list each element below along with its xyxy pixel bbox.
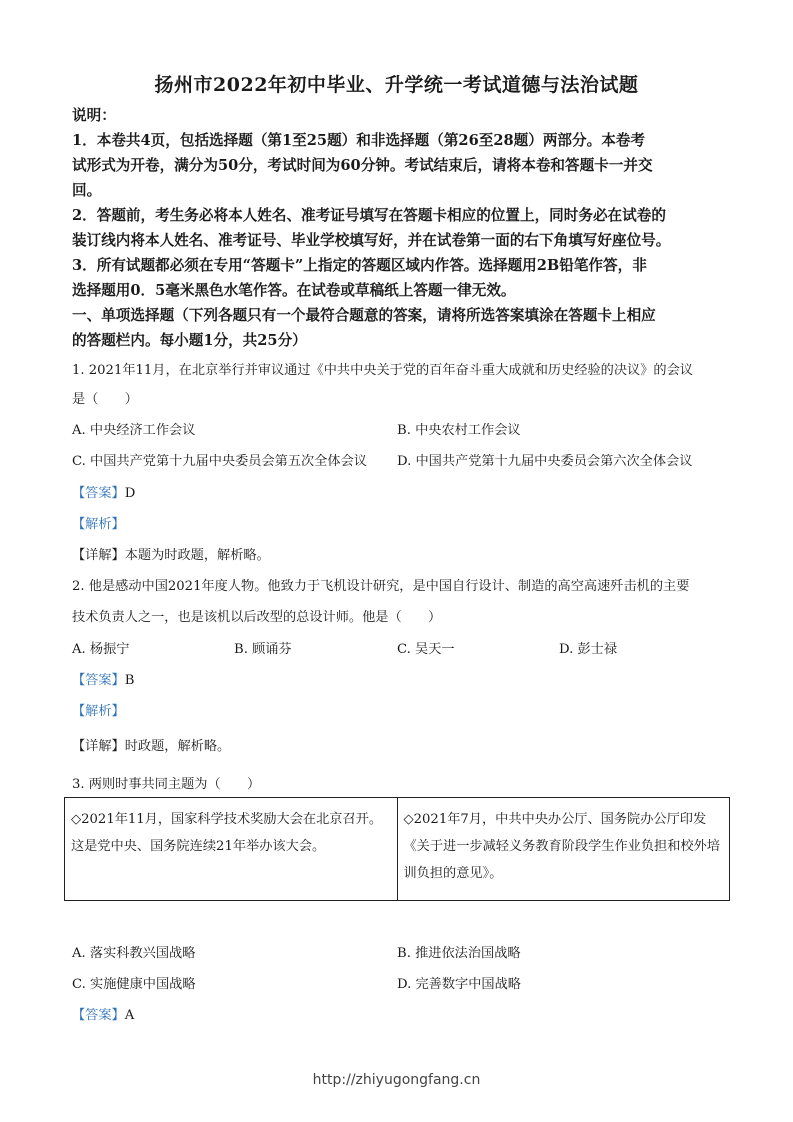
footer-url[interactable]: http://zhiyugongfang.cn bbox=[312, 1072, 481, 1088]
q2-option-c: C. 吴天一 bbox=[397, 642, 455, 657]
q1-option-a: A. 中央经济工作会议 bbox=[72, 423, 196, 438]
instructions-heading: 说明： bbox=[72, 107, 116, 124]
q1-option-d: D. 中国共产党第十九届中央委员会第六次全体会议 bbox=[397, 454, 693, 469]
q3-option-b: B. 推进依法治国战略 bbox=[397, 946, 521, 961]
section-heading: 一、单项选择题（下列各题只有一个最符合题意的答案，请将所选答案填涂在答题卡上相应 bbox=[72, 307, 656, 324]
instruction-line: 装订线内将本人姓名、准考证号、毕业学校填写好，并在试卷第一面的右下角填写好座位号。 bbox=[72, 232, 671, 249]
q2-answer bbox=[72, 669, 134, 688]
q1-option-c: C. 中国共产党第十九届中央委员会第五次全体会议 bbox=[72, 454, 367, 469]
section-heading: 的答题栏内。每小题1分，共25分） bbox=[72, 332, 307, 349]
q2-stem: 2. 他是感动中国2021年度人物。他致力于飞机设计研究，是中国自行设计、制造的高空高速歼击机的主要 bbox=[72, 579, 690, 594]
q3-option-a: A. 落实科教兴国战略 bbox=[72, 946, 196, 961]
q1-answer bbox=[72, 482, 135, 501]
q3-answer bbox=[72, 1004, 134, 1023]
q2-stem: 技术负责人之一，也是该机以后改型的总设计师。他是（ ） bbox=[72, 610, 442, 625]
answer-tag: 【答案】 bbox=[72, 486, 125, 501]
q3-option-c: C. 实施健康中国战略 bbox=[72, 977, 196, 992]
answer-value: A bbox=[124, 1008, 135, 1023]
detail-tag: 【详解】 bbox=[72, 548, 125, 563]
q2-option-d: D. 彭士禄 bbox=[559, 642, 618, 657]
instruction-line: 1．本卷共4页，包括选择题（第1至25题）和非选择题（第26至28题）两部分。本卷考 bbox=[72, 132, 645, 149]
answer-tag: 【答案】 bbox=[72, 1008, 125, 1023]
q1-detail bbox=[72, 544, 270, 563]
q3-option-d: D. 完善数字中国战略 bbox=[397, 977, 521, 992]
detail-tag: 【详解】 bbox=[72, 739, 125, 754]
answer-tag: 【答案】 bbox=[72, 673, 125, 688]
answer-value: B bbox=[124, 673, 135, 688]
instruction-line: 3．所有试题都必须在专用“答题卡”上指定的答题区域内作答。选择题用2B铅笔作答，非 bbox=[72, 257, 647, 274]
detail-text: 本题为时政题，解析略。 bbox=[124, 548, 270, 563]
instruction-line: 2．答题前，考生务必将本人姓名、准考证号填写在答题卡相应的位置上，同时务必在试卷的 bbox=[72, 207, 666, 224]
detail-text: 时政题，解析略。 bbox=[124, 739, 231, 754]
q2-option-a: A. 杨振宁 bbox=[72, 642, 130, 657]
q3-news-table bbox=[64, 797, 730, 901]
q1-stem: 是（ ） bbox=[72, 392, 138, 407]
instruction-line: 试形式为开卷，满分为50分，考试时间为60分钟。考试结束后，请将本卷和答题卡一并交 bbox=[72, 157, 653, 174]
q2-option-b: B. 顾诵芬 bbox=[234, 642, 292, 657]
q1-analysis-tag: 【解析】 bbox=[72, 517, 125, 532]
q2-analysis-tag: 【解析】 bbox=[72, 704, 125, 719]
q3-stem: 3. 两则时事共同主题为（ ） bbox=[72, 777, 261, 792]
page-title: 扬州市2022年初中毕业、升学统一考试道德与法治试题 bbox=[154, 74, 639, 96]
q3-news-right: ◇2021年7月，中共中央办公厅、国务院办公厅印发《关于进一步减轻义务教育阶段学生作业负担和校外培训负担的意见》。 bbox=[397, 798, 730, 901]
answer-value: D bbox=[124, 486, 136, 501]
instruction-line: 选择题用0．5毫米黑色水笔作答。在试卷或草稿纸上答题一律无效。 bbox=[72, 282, 516, 299]
q2-detail bbox=[72, 735, 230, 754]
q1-stem: 1. 2021年11月，在北京举行并审议通过《中共中央关于党的百年奋斗重大成就和历史经验的决议》的会议 bbox=[72, 363, 693, 378]
q3-news-left: ◇2021年11月，国家科学技术奖励大会在北京召开。这是党中央、国务院连续21年举办该大会。 bbox=[65, 798, 398, 901]
instruction-line: 回。 bbox=[72, 182, 102, 199]
q1-option-b: B. 中央农村工作会议 bbox=[397, 423, 521, 438]
